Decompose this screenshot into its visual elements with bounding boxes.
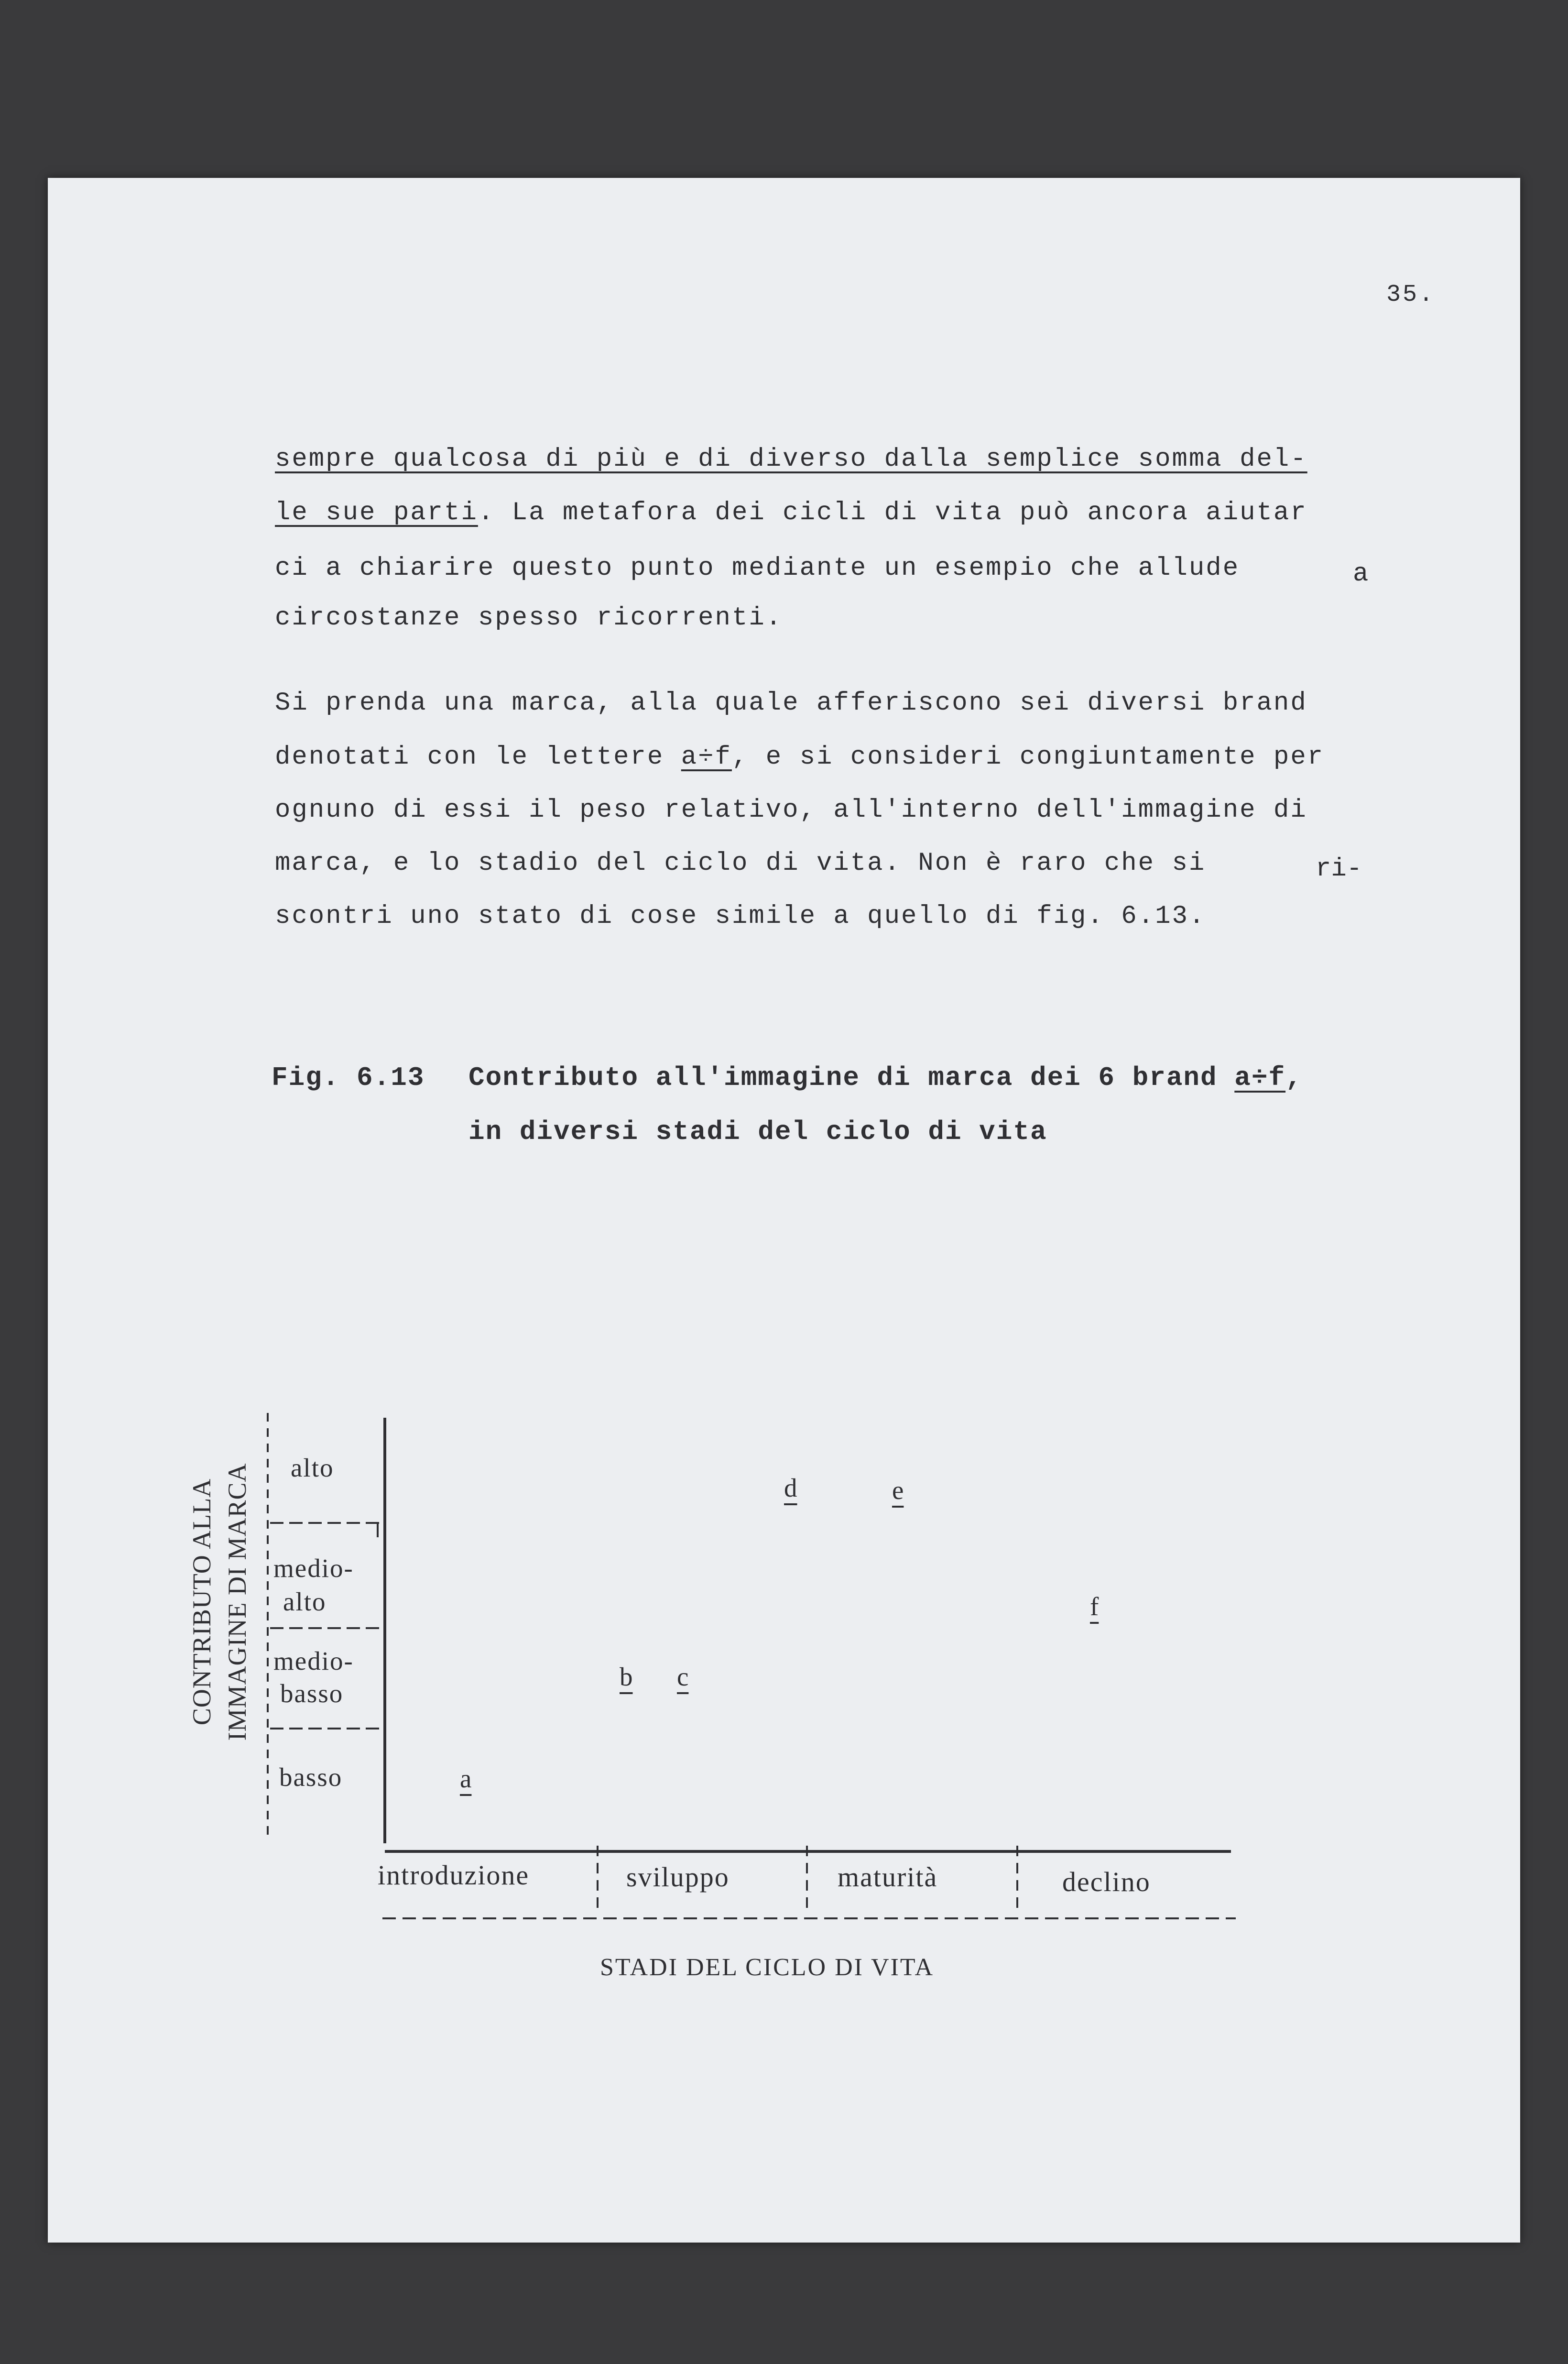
figure-caption-label: Fig. 6.13 bbox=[272, 1062, 425, 1093]
paragraph2-line5: scontri uno stato di cose simile a quello di fig. 6.13. bbox=[275, 902, 1206, 931]
stage-declino: declino bbox=[1062, 1866, 1151, 1897]
level-alto: alto bbox=[291, 1453, 334, 1482]
y-axis-title-line2: IMMAGINE DI MARCA bbox=[223, 1463, 251, 1741]
x-axis-title: STADI DEL CICLO DI VITA bbox=[600, 1954, 935, 1981]
paragraph1-line3: ci a chiarire questo punto mediante un esempio che allude bbox=[275, 554, 1240, 583]
stage-maturita: maturità bbox=[838, 1861, 938, 1893]
page-number: 35. bbox=[1386, 281, 1436, 308]
level-medio-alto-line1: medio- bbox=[273, 1554, 354, 1583]
paragraph2-line4: marca, e lo stadio del ciclo di vita. Non è raro che si bbox=[275, 849, 1206, 878]
level-medio-basso-line2: basso bbox=[280, 1679, 344, 1708]
paragraph1-line3-end: a bbox=[1353, 559, 1369, 589]
brand-a: a bbox=[460, 1764, 472, 1793]
paragraph1-line4: circostanze spesso ricorrenti. bbox=[275, 603, 783, 633]
stage-introduzione: introduzione bbox=[378, 1860, 530, 1891]
paragraph1-line1: sempre qualcosa di più e di diverso dalla semplice somma del- bbox=[275, 445, 1307, 474]
paragraph2-line3: ognuno di essi il peso relativo, all'interno dell'immagine di bbox=[275, 796, 1307, 825]
paragraph2-line2: denotati con le lettere a÷f, e si consideri congiuntamente per bbox=[275, 743, 1325, 772]
paragraph2-line4-end: ri- bbox=[1316, 854, 1362, 884]
paragraph1-line2: le sue parti. La metafora dei cicli di vita può ancora aiutar bbox=[275, 498, 1307, 527]
brand-d: d bbox=[784, 1473, 797, 1502]
level-medio-basso-line1: medio- bbox=[273, 1646, 354, 1675]
figure-caption-line2: in diversi stadi del ciclo di vita bbox=[468, 1116, 1047, 1147]
brand-b: b bbox=[620, 1662, 633, 1691]
level-medio-alto-line2: alto bbox=[283, 1587, 327, 1616]
brand-c: c bbox=[677, 1662, 689, 1691]
stage-sviluppo: sviluppo bbox=[626, 1861, 730, 1893]
paragraph2-line1: Si prenda una marca, alla quale afferiscono sei diversi brand bbox=[275, 689, 1307, 718]
level-basso: basso bbox=[279, 1762, 343, 1792]
brand-e: e bbox=[892, 1476, 904, 1505]
figure-caption-line1: Contributo all'immagine di marca dei 6 brand a÷f, bbox=[468, 1062, 1303, 1093]
brand-f: f bbox=[1090, 1592, 1099, 1621]
y-axis-title-line1: CONTRIBUTO ALLA bbox=[187, 1478, 216, 1726]
